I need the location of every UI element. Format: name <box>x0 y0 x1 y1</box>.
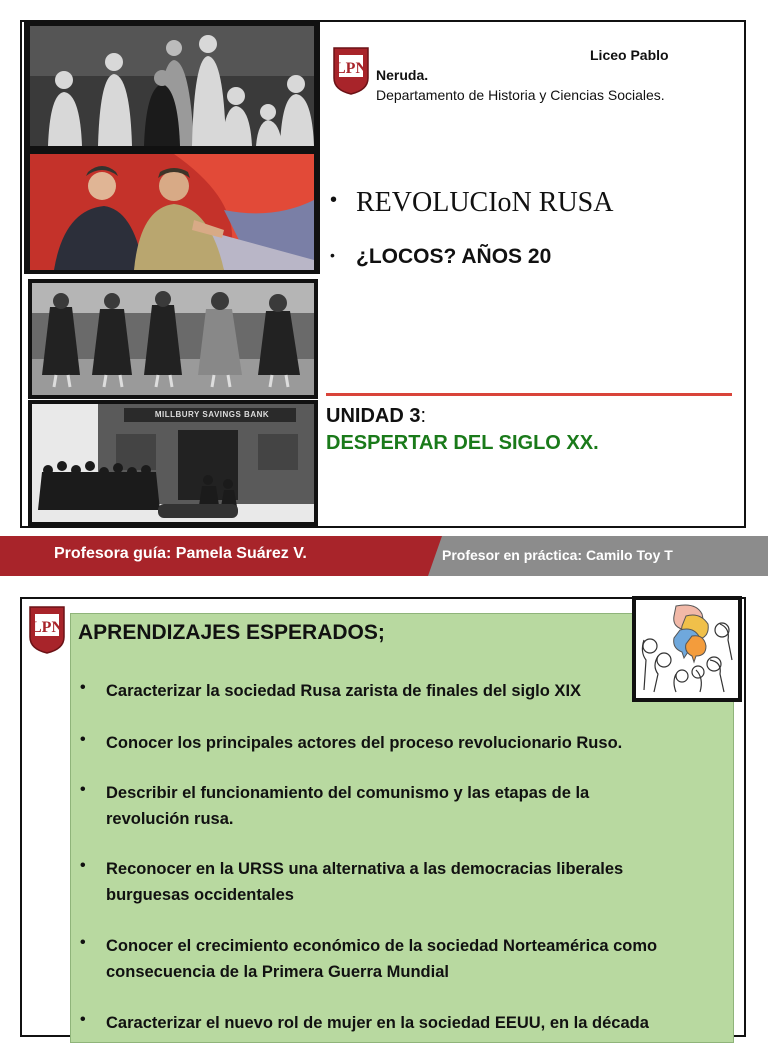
bank-sign-text: MILLBURY SAVINGS BANK <box>154 410 270 419</box>
unit-title: DESPERTAR DEL SIGLO XX. <box>326 432 599 454</box>
objective-bullet: • <box>80 781 86 798</box>
objective-bullet: • <box>80 857 86 874</box>
department-name: Departamento de Historia y Ciencias Sociales. <box>376 87 665 103</box>
divider-line <box>326 393 732 396</box>
footer-practice-teacher: Profesor en práctica: Camilo Toy T <box>442 547 673 563</box>
objective-bullet: • <box>80 679 86 696</box>
school-name-line2: Neruda. <box>376 67 429 83</box>
objective-item: Caracterizar la sociedad Rusa zarista de finales del siglo XIX <box>106 682 582 700</box>
footer-guide-teacher: Profesora guía: Pamela Suárez V. <box>54 545 307 562</box>
objective-item: Conocer el crecimiento económico de la sociedad Norteamérica como consecuencia de la Primera Guerra Mundial <box>106 937 658 981</box>
objective-item: Conocer los principales actores del proceso revolucionario Ruso. <box>106 734 623 752</box>
topic-bullet: • <box>330 189 338 211</box>
objective-bullet: • <box>80 1011 86 1028</box>
objectives-heading: APRENDIZAJES ESPERADOS; <box>78 621 385 644</box>
objective-bullet: • <box>80 731 86 748</box>
unit-label-text: UNIDAD 3 <box>326 405 421 427</box>
svg-text:LPN: LPN <box>31 619 63 636</box>
school-name-line1: Liceo Pablo <box>590 47 669 63</box>
objective-bullet: • <box>80 934 86 951</box>
objective-item: Reconocer en la URSS una alternativa a las democracias liberales burguesas occidentales <box>106 860 624 904</box>
photo-soviet-poster <box>24 150 320 274</box>
photo-flappers <box>28 279 318 399</box>
objective-item: Describir el funcionamiento del comunismo y las etapas de la revolución rusa. <box>106 784 590 828</box>
school-logo <box>28 605 66 655</box>
photo-bank-run <box>28 400 318 526</box>
unit-label <box>326 405 426 428</box>
topic-bullet: • <box>330 247 335 263</box>
topic-roaring-twenties: ¿LOCOS? AÑOS 20 <box>356 245 552 268</box>
objective-item: Caracterizar el nuevo rol de mujer en la sociedad EEUU, en la década <box>106 1014 649 1032</box>
svg-text:LPN: LPN <box>335 60 367 77</box>
topic-russian-revolution: REVOLUCIoN RUSA <box>356 187 614 218</box>
photo-royal-family <box>24 22 320 150</box>
unit-colon: : <box>420 405 427 427</box>
school-logo <box>332 46 370 96</box>
